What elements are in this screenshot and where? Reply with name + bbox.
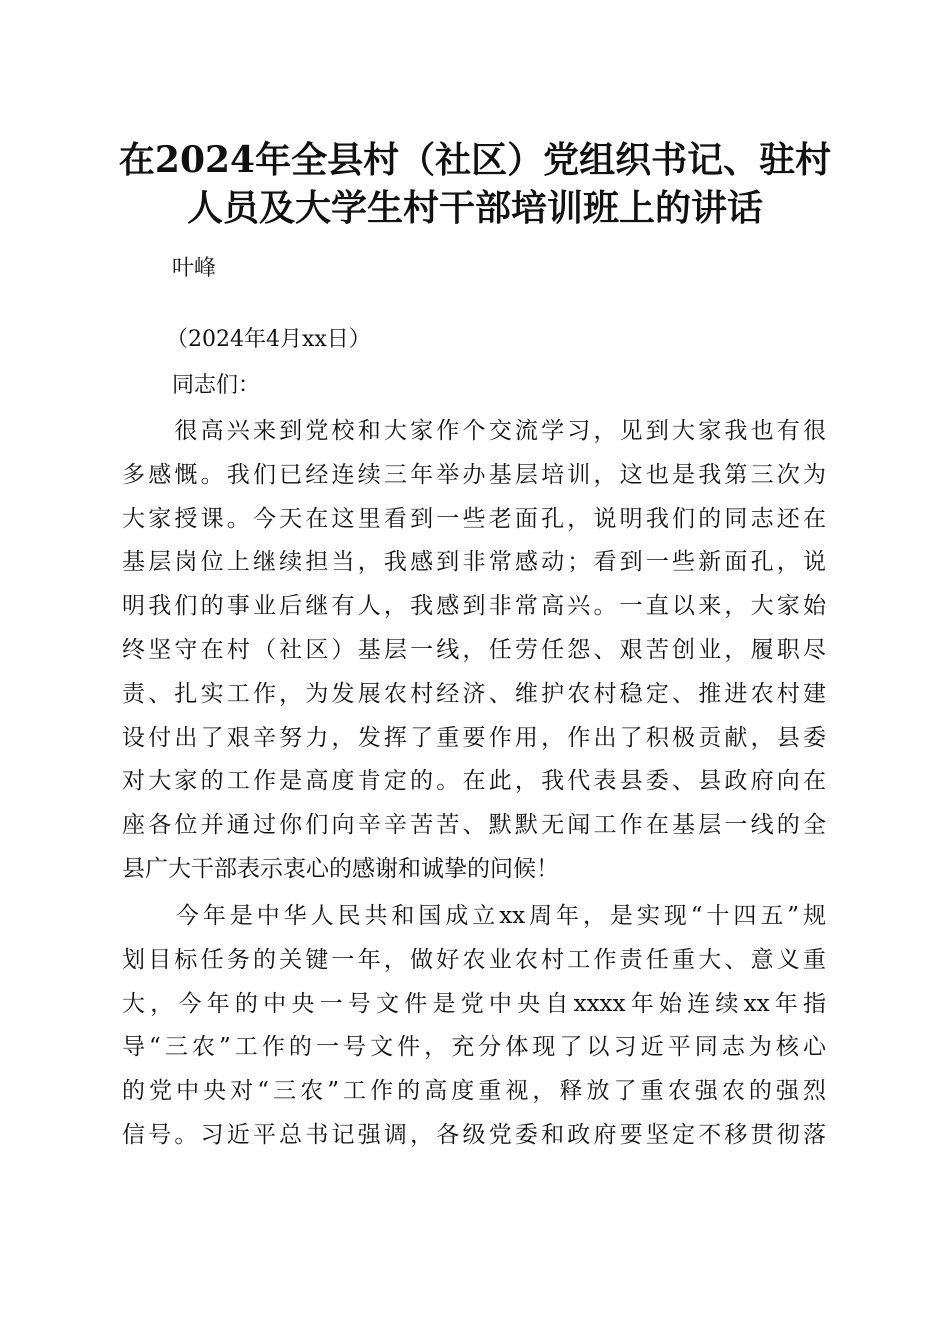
paragraph-line: 多感慨。我们已经连续三年举办基层培训，这也是我第三次为 xyxy=(122,461,826,488)
paragraph-line: 划目标任务的关键一年，做好农业农村工作责任重大、意义重 xyxy=(122,946,826,973)
paragraph-line: 的党中央对“三农”工作的高度重视，释放了重农强农的强烈 xyxy=(122,1078,826,1105)
document-title xyxy=(110,136,840,232)
paragraph-line: 大家授课。今天在这里看到一些老面孔，说明我们的同志还在 xyxy=(122,505,826,532)
paragraph-line: 责、扎实工作，为发展农村经济、维护农村稳定、推进农村建 xyxy=(122,680,826,707)
paragraph-line: 设付出了艰辛努力，发挥了重要作用，作出了积极贡献，县委 xyxy=(122,724,826,751)
paragraph-line: 今年是中华人民共和国成立xx周年，是实现“十四五”规 xyxy=(122,903,826,929)
paragraph-1 xyxy=(122,410,826,892)
paragraph-line: 明我们的事业后继有人，我感到非常高兴。一直以来，大家始 xyxy=(122,593,826,620)
speech-date: （2024年4月xx日） xyxy=(166,327,371,352)
paragraph-line: 基层岗位上继续担当，我感到非常感动；看到一些新面孔，说 xyxy=(122,549,826,576)
paragraph-line: 很高兴来到党校和大家作个交流学习，见到大家我也有很 xyxy=(122,418,826,444)
salutation: 同志们： xyxy=(172,373,261,398)
paragraph-line: 导“三农”工作的一号文件，充分体现了以习近平同志为核心 xyxy=(122,1034,826,1061)
paragraph-line: 县广大干部表示衷心的感谢和诚挚的问候！ xyxy=(122,855,559,882)
paragraph-line: 大，今年的中央一号文件是党中央自xxxx年始连续xx年指 xyxy=(122,990,826,1017)
paragraph-line: 座各位并通过你们向辛辛苦苦、默默无闻工作在基层一线的全 xyxy=(122,812,826,839)
title-line-2: 人员及大学生村干部培训班上的讲话 xyxy=(186,187,763,229)
paragraph-line: 信号。习近平总书记强调，各级党委和政府要坚定不移贯彻落 xyxy=(122,1121,826,1148)
author-name: 叶峰 xyxy=(172,256,217,281)
paragraph-line: 终坚守在村（社区）基层一线，任劳任怨、艰苦创业，履职尽 xyxy=(122,636,826,663)
title-line-1: 在2024年全县村（社区）党组织书记、驻村 xyxy=(118,139,832,181)
paragraph-2 xyxy=(122,895,826,1158)
paragraph-line: 对大家的工作是高度肯定的。在此，我代表县委、县政府向在 xyxy=(122,768,826,795)
